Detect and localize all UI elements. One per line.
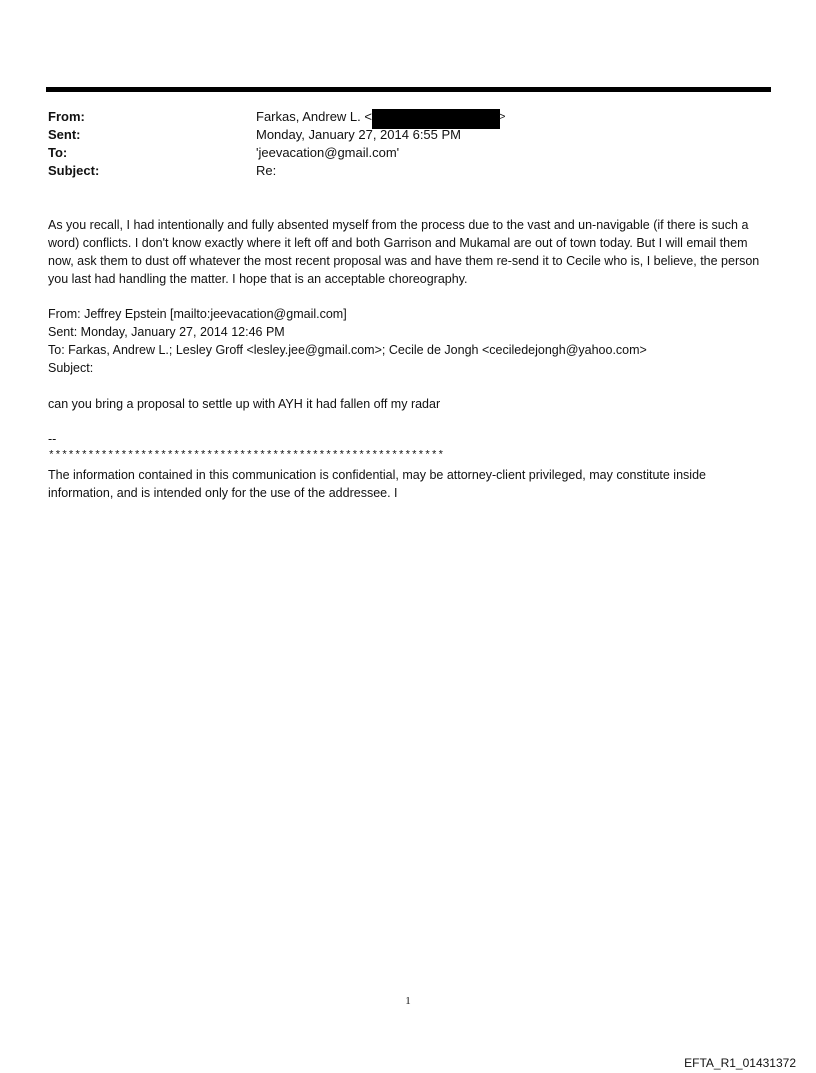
message-body <box>48 216 773 288</box>
quoted-to: To: Farkas, Andrew L.; Lesley Groff <lesley.jee@gmail.com>; Cecile de Jongh <ceciledejongh@yahoo.com> <box>48 343 647 357</box>
subject-label: Subject: <box>48 163 100 178</box>
quoted-from: From: Jeffrey Epstein [mailto:jeevacation@gmail.com] <box>48 307 347 321</box>
page-number: 1 <box>405 995 411 1007</box>
subject-value: Re: <box>256 163 277 178</box>
from-value: Farkas, Andrew L. < <box>256 109 372 124</box>
quoted-message: can you bring a proposal to settle up with AYH it had fallen off my radar <box>48 397 441 411</box>
redaction-block <box>372 109 500 129</box>
quoted-sent: Sent: Monday, January 27, 2014 12:46 PM <box>48 325 285 339</box>
signature-dashes: -- <box>48 432 57 446</box>
document-id: EFTA_R1_01431372 <box>684 1056 796 1070</box>
to-value: 'jeevacation@gmail.com' <box>256 145 400 160</box>
quoted-subject: Subject: <box>48 361 94 375</box>
sent-label: Sent: <box>48 127 81 142</box>
to-label: To: <box>48 145 68 160</box>
sent-value: Monday, January 27, 2014 6:55 PM <box>256 127 461 142</box>
header-rule <box>46 87 771 92</box>
confidentiality-disclaimer: The information contained in this communication is confidential, may be attorney-client privileged, may constitute inside information, and is intended only for the use of the addressee. I <box>48 468 706 500</box>
separator-stars: ************************************************************ <box>48 450 445 462</box>
body-paragraph: As you recall, I had intentionally and fully absented myself from the process due to the vast and un-navigable (if there is such a word) conflicts. I don't know exactly where it left off and both Garrison and Mukamal are out of town today. But I will email them now, ask them to dust off whatever the most recent proposal was and have them re-send it to Cecile who is, I believe, the person you last had handling the matter. I hope that is an acceptable choreography. <box>48 218 760 286</box>
from-label: From: <box>48 109 85 124</box>
from-close-bracket: > <box>499 111 506 123</box>
quoted-header <box>48 305 773 377</box>
